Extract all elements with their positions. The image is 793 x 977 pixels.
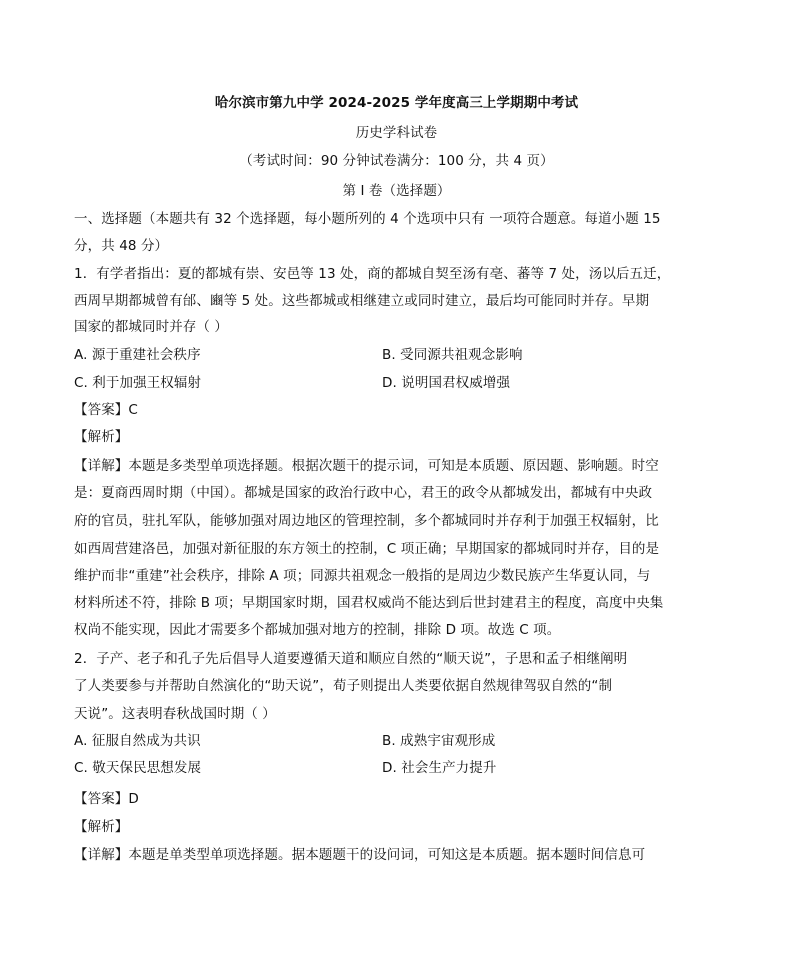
q2-detail-line-1: 【详解】本题是单类型单项选择题。据本题题干的设问词，可知这是本质题。据本题时间信息可 <box>74 847 646 863</box>
q1-detail-line-1: 【详解】本题是多类型单项选择题。根据次题干的提示词，可知是本质题、原因题、影响题。时空 <box>74 458 659 474</box>
q1-detail-line-5: 维护而非“重建”社会秩序，排除 A 项；同源共祖观念一般指的是周边少数民族产生华夏认同，与 <box>74 568 651 584</box>
q1-option-a: A. 源于重建社会秩序 <box>74 347 201 363</box>
volume-title: 第 I 卷（选择题） <box>342 183 451 199</box>
q1-detail-line-2: 是：夏商西周时期（中国）。都城是国家的政治行政中心，君王的政令从都城发出，都城有中央政 <box>74 485 653 501</box>
q2-option-c: C. 敬天保民思想发展 <box>74 760 202 776</box>
q1-option-d: D. 说明国君权威增强 <box>382 375 511 391</box>
q1-answer: 【答案】C <box>74 402 138 418</box>
subject-title: 历史学科试卷 <box>355 125 438 141</box>
q2-option-d: D. 社会生产力提升 <box>382 760 497 776</box>
q2-stem-line-2: 了人类要参与并帮助自然演化的“助天说”，荀子则提出人类要依据自然规律驾驭自然的“制 <box>74 678 613 694</box>
q1-stem-line-3: 国家的都城同时并存（ ） <box>74 319 228 335</box>
section-heading-line-2: 分，共 48 分） <box>74 238 169 254</box>
q1-analysis-label: 【解析】 <box>74 429 129 445</box>
section-heading-line-1: 一、选择题（本题共有 32 个选择题，每小题所列的 4 个选项中只有 一项符合题意。每道小题 15 <box>74 211 661 227</box>
q2-stem-line-3: 天说”。这表明春秋战国时期（ ） <box>74 706 276 722</box>
q1-stem-line-2: 西周早期都城曾有邰、豳等 5 处。这些都城或相继建立或同时建立，最后均可能同时并存。早期 <box>74 293 650 309</box>
q2-option-b: B. 成熟宇宙观形成 <box>382 733 496 749</box>
q1-detail-line-3: 府的官员，驻扎军队，能够加强对周边地区的管理控制，多个都城同时并存利于加强王权辐射，比 <box>74 513 659 529</box>
q1-detail-line-6: 材料所述不符，排除 B 项；早期国家时期，国君权威尚不能达到后世封建君主的程度，高度中央集 <box>74 595 664 611</box>
q1-detail-line-4: 如西周营建洛邑，加强对新征服的东方领土的控制，C 项正确；早期国家的都城同时并存，目的是 <box>74 541 660 557</box>
q2-analysis-label: 【解析】 <box>74 819 129 835</box>
q2-option-a: A. 征服自然成为共识 <box>74 733 201 749</box>
q1-stem-line-1: 1．有学者指出：夏的都城有崇、安邑等 13 处，商的都城自契至汤有亳、蕃等 7 处，汤以后五迁， <box>74 266 671 282</box>
q2-stem-line-1: 2．子产、老子和孔子先后倡导人道要遵循天道和顺应自然的“顺天说”，子思和孟子相继阐明 <box>74 651 628 667</box>
q1-detail-line-7: 权尚不能实现，因此才需要多个都城加强对地方的控制，排除 D 项。故选 C 项。 <box>74 622 561 638</box>
q2-answer: 【答案】D <box>74 791 139 807</box>
exam-title: 哈尔滨市第九中学 2024-2025 学年度高三上学期期中考试 <box>214 95 579 111</box>
q1-option-b: B. 受同源共祖观念影响 <box>382 347 523 363</box>
exam-info: （考试时间：90 分钟试卷满分：100 分，共 4 页） <box>239 153 554 169</box>
q1-option-c: C. 利于加强王权辐射 <box>74 375 202 391</box>
